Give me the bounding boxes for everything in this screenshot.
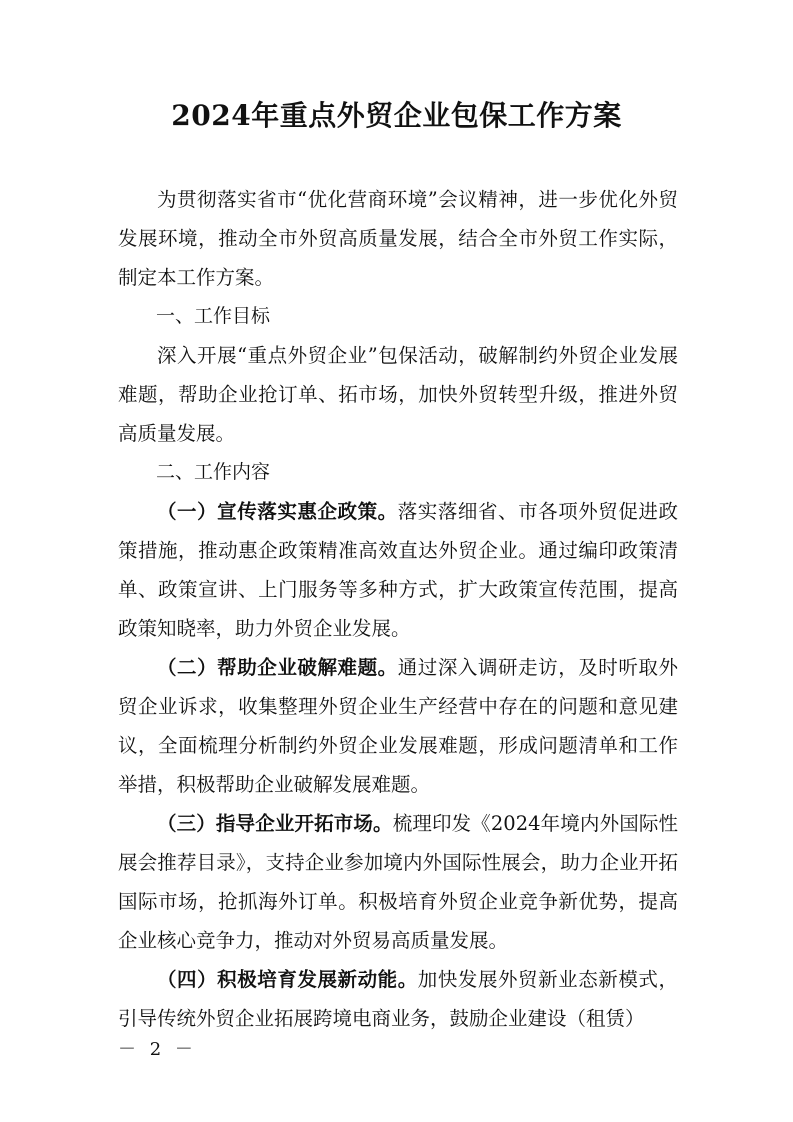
content-item-3-lead: （三）指导企业开拓市场。: [157, 812, 393, 835]
content-item-4-text: 加快发展外贸新业态新模式，引导传统外贸企业拓展跨境电商业务，鼓励企业建设（租赁）: [118, 968, 678, 1030]
document-body: [118, 180, 678, 1038]
section-heading-goals: 一、工作目标: [156, 305, 271, 327]
content-item-2: [118, 648, 678, 804]
content-item-4-lead: （四）积极培育发展新动能。: [157, 968, 418, 991]
content-item-1: [118, 492, 678, 648]
goals-paragraph: 深入开展“重点外贸企业”包保活动，破解制约外贸企业发展难题，帮助企业抢订单、拓市场，加快外贸转型升级，推进外贸高质量发展。: [118, 344, 678, 445]
intro-paragraph: 为贯彻落实省市“优化营商环境”会议精神，进一步优化外贸发展环境，推动全市外贸高质量发展，结合全市外贸工作实际，制定本工作方案。: [118, 188, 678, 289]
content-item-2-text: 通过深入调研走访，及时听取外贸企业诉求，收集整理外贸企业生产经营中存在的问题和意见建议，全面梳理分析制约外贸企业发展难题，形成问题清单和工作举措，积极帮助企业破解发展难题。: [118, 656, 678, 796]
page-number: － 2 －: [118, 1039, 197, 1060]
content-item-3-text: 梳理印发《2024年境内外国际性展会推荐目录》，支持企业参加境内外国际性展会，助力企业开拓国际市场，抢抓海外订单。积极培育外贸企业竞争新优势，提高企业核心竞争力，推动对外贸易高质量发展。: [118, 812, 678, 952]
section-heading-content: 二、工作内容: [156, 461, 271, 483]
content-item-2-lead: （二）帮助企业破解难题。: [157, 656, 398, 679]
document-title: 2024年重点外贸企业包保工作方案: [171, 99, 622, 132]
content-item-1-text: 落实落细省、市各项外贸促进政策措施，推动惠企政策精准高效直达外贸企业。通过编印政策清单、政策宣讲、上门服务等多种方式，扩大政策宣传范围，提高政策知晓率，助力外贸企业发展。: [118, 500, 678, 640]
content-item-4: [118, 960, 678, 1038]
content-item-3: [118, 804, 678, 960]
content-item-1-lead: （一）宣传落实惠企政策。: [157, 500, 398, 523]
